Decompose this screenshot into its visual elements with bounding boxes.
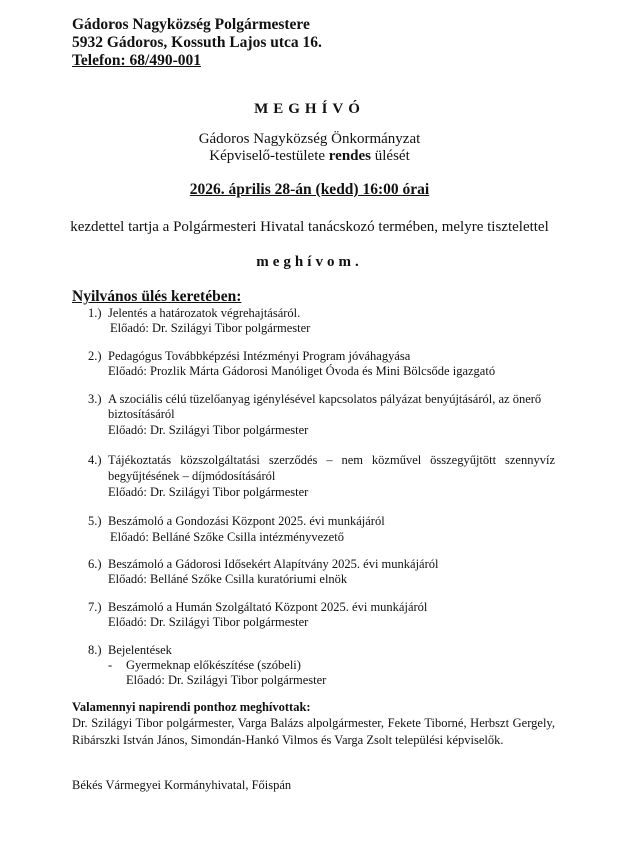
agenda-presenter: Előadó: Belláné Szőke Csilla intézményvezető bbox=[110, 530, 344, 544]
agenda-title: Pedagógus Továbbképzési Intézményi Program jóváhagyása bbox=[108, 349, 411, 363]
invited-heading: Valamennyi napirendi ponthoz meghívottak: bbox=[72, 700, 311, 714]
intro-text: kezdettel tartja a Polgármesteri Hivatal tanácskozó termében, melyre tisztelettel bbox=[70, 219, 549, 235]
subtitle-line1: Gádoros Nagyközség Önkormányzat bbox=[198, 131, 421, 147]
agenda-presenter: Előadó: Dr. Szilágyi Tibor polgármester bbox=[108, 485, 309, 499]
agenda-title: A szociális célú tüzelőanyag igénylésével kapcsolatos pályázat benyújtásáról, az önerő bbox=[108, 392, 542, 406]
agenda-number: 5.) bbox=[88, 514, 102, 528]
agenda-presenter: Előadó: Belláné Szőke Csilla kuratóriumi elnök bbox=[108, 572, 348, 586]
agenda-presenter: Előadó: Dr. Szilágyi Tibor polgármester bbox=[108, 615, 309, 629]
agenda-number: 6.) bbox=[88, 557, 102, 571]
session-type: rendes bbox=[328, 148, 372, 164]
subtitle-line2 bbox=[0, 148, 619, 165]
agenda-presenter: Előadó: Dr. Szilágyi Tibor polgármester bbox=[110, 321, 311, 335]
mayor-office-phone: Telefon: 68/490-001 bbox=[72, 52, 202, 69]
agenda-presenter: Előadó: Dr. Szilágyi Tibor polgármester bbox=[108, 423, 309, 437]
mayor-office-address: 5932 Gádoros, Kossuth Lajos utca 16. bbox=[72, 34, 322, 51]
meeting-date: 2026. április 28-án (kedd) 16:00 órai bbox=[189, 181, 430, 198]
mayor-office-name: Gádoros Nagyközség Polgármestere bbox=[72, 16, 310, 33]
agenda-title: Beszámoló a Humán Szolgáltató Központ 2025. évi munkájáról bbox=[108, 600, 428, 614]
subtitle-line2-pre: Képviselő-testülete bbox=[209, 148, 329, 164]
agenda-title: Tájékoztatás közszolgáltatási szerződés – nem közművel összegyűjtött szennyvíz bbox=[108, 453, 555, 467]
agenda-presenter: Előadó: Dr. Szilágyi Tibor polgármester bbox=[126, 673, 327, 687]
agenda-presenter: Előadó: Prozlik Márta Gádorosi Manóliget Óvoda és Mini Bölcsőde igazgató bbox=[108, 364, 496, 378]
agenda-number: 2.) bbox=[88, 349, 102, 363]
agenda-number: 7.) bbox=[88, 600, 102, 614]
agenda-number: 1.) bbox=[88, 306, 102, 320]
agenda-title: Beszámoló a Gádorosi Idősekért Alapítvány 2025. évi munkájáról bbox=[108, 557, 439, 571]
document-title: MEGHÍVÓ bbox=[254, 101, 365, 117]
invite-word: meghívom. bbox=[256, 254, 363, 270]
agenda-title: Jelentés a határozatok végrehajtásáról. bbox=[108, 306, 301, 320]
agenda-title-cont: begyűjtésének – díjmódosításáról bbox=[108, 469, 276, 483]
agenda-number: 4.) bbox=[88, 453, 102, 467]
invited-list: Dr. Szilágyi Tibor polgármester, Varga Balázs alpolgármester, Fekete Tiborné, Herbszt Gergely, Ribárszki István János, Simondán-Hankó Vilmos és Varga Zsolt települési képviselők. bbox=[72, 716, 555, 747]
section-title: Nyilvános ülés keretében: bbox=[72, 288, 242, 305]
subtitle-line2-post: ülését bbox=[371, 148, 410, 164]
agenda-title-cont: biztosításáról bbox=[108, 407, 175, 421]
agenda-number: 8.) bbox=[88, 643, 102, 657]
sub-item-text: Gyermeknap előkészítése (szóbeli) bbox=[126, 658, 301, 672]
agenda-title: Beszámoló a Gondozási Központ 2025. évi munkájáról bbox=[108, 514, 385, 528]
agenda-title: Bejelentések bbox=[108, 643, 172, 657]
footer-note: Békés Vármegyei Kormányhivatal, Főispán bbox=[72, 778, 292, 792]
sub-item-bullet: - bbox=[108, 658, 113, 672]
agenda-number: 3.) bbox=[88, 392, 102, 406]
